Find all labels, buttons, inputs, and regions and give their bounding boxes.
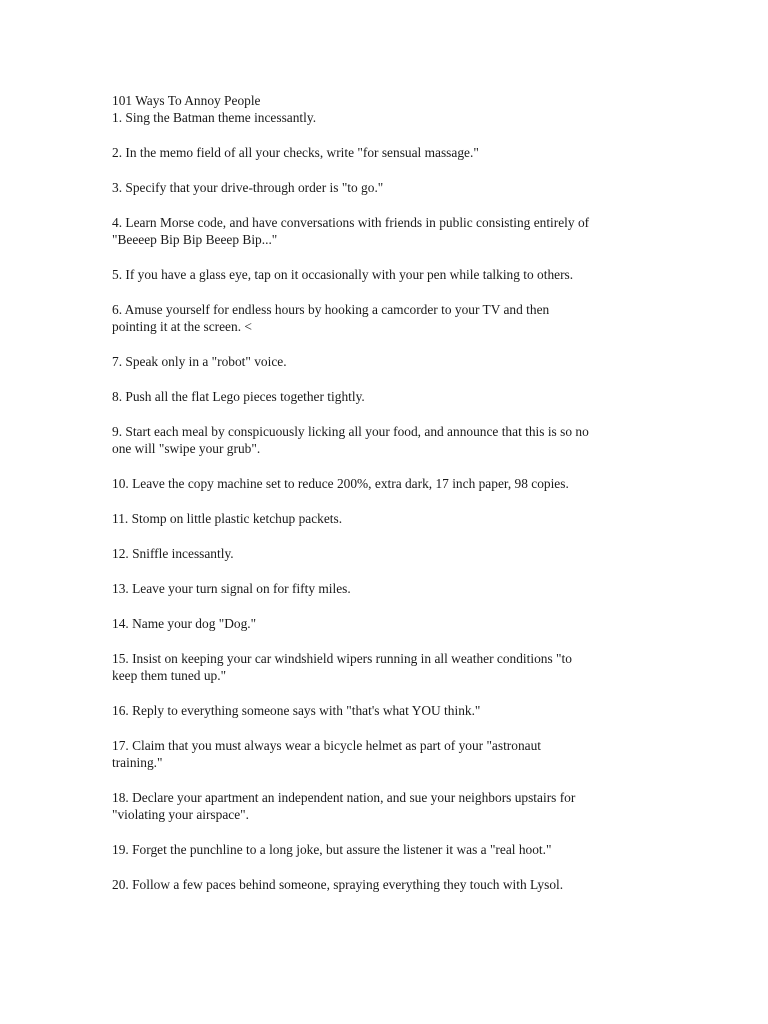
- list-item: [112, 475, 672, 492]
- document-title: 101 Ways To Annoy People: [112, 93, 261, 108]
- list-item-text: "violating your airspace".: [112, 807, 249, 822]
- list-item: [112, 423, 672, 457]
- list-item-text: 7. Speak only in a "robot" voice.: [112, 354, 287, 369]
- item-list: [112, 109, 672, 893]
- list-item: [112, 301, 672, 335]
- list-item-text: 18. Declare your apartment an independent nation, and sue your neighbors upstairs for: [112, 790, 576, 805]
- list-item-text: 12. Sniffle incessantly.: [112, 546, 234, 561]
- list-item: [112, 266, 672, 283]
- list-item-text: 15. Insist on keeping your car windshield wipers running in all weather conditions "to: [112, 651, 572, 666]
- list-item-text: 14. Name your dog "Dog.": [112, 616, 257, 631]
- list-item-text: 2. In the memo field of all your checks, write "for sensual massage.": [112, 145, 479, 160]
- list-item-text: 5. If you have a glass eye, tap on it occasionally with your pen while talking to others.: [112, 267, 574, 282]
- list-item-text: 20. Follow a few paces behind someone, spraying everything they touch with Lysol.: [112, 877, 564, 892]
- list-item: [112, 214, 672, 248]
- list-item: [112, 388, 672, 405]
- list-item: [112, 615, 672, 632]
- list-item-text: 19. Forget the punchline to a long joke, but assure the listener it was a "real hoot.": [112, 842, 552, 857]
- list-item-text: training.": [112, 755, 163, 770]
- list-item: [112, 353, 672, 370]
- list-item-text: 4. Learn Morse code, and have conversations with friends in public consisting entirely of: [112, 215, 590, 230]
- list-item: [112, 545, 672, 562]
- list-item-text: 17. Claim that you must always wear a bicycle helmet as part of your "astronaut: [112, 738, 542, 753]
- list-item: [112, 841, 672, 858]
- list-item: [112, 737, 672, 771]
- list-item: [112, 179, 672, 196]
- list-item: [112, 580, 672, 597]
- list-item-text: pointing it at the screen. <: [112, 319, 252, 334]
- list-item: [112, 109, 672, 126]
- list-item-text: 9. Start each meal by conspicuously licking all your food, and announce that this is so no: [112, 424, 589, 439]
- list-item: [112, 876, 672, 893]
- list-item-text: keep them tuned up.": [112, 668, 227, 683]
- list-item-text: 8. Push all the flat Lego pieces together tightly.: [112, 389, 365, 404]
- list-item-text: 11. Stomp on little plastic ketchup packets.: [112, 511, 343, 526]
- list-item-text: 13. Leave your turn signal on for fifty miles.: [112, 581, 351, 596]
- list-item: [112, 650, 672, 684]
- list-item: [112, 144, 672, 161]
- list-item-text: 3. Specify that your drive-through order is "to go.": [112, 180, 384, 195]
- list-item-text: "Beeeep Bip Bip Beeep Bip...": [112, 232, 278, 247]
- list-item-text: 1. Sing the Batman theme incessantly.: [112, 110, 317, 125]
- list-item: [112, 789, 672, 823]
- list-item: [112, 510, 672, 527]
- list-item-text: one will "swipe your grub".: [112, 441, 261, 456]
- list-item-text: 10. Leave the copy machine set to reduce 200%, extra dark, 17 inch paper, 98 copies.: [112, 476, 569, 491]
- list-item-text: 16. Reply to everything someone says with "that's what YOU think.": [112, 703, 481, 718]
- list-item: [112, 702, 672, 719]
- list-item-text: 6. Amuse yourself for endless hours by hooking a camcorder to your TV and then: [112, 302, 550, 317]
- document-page: [112, 92, 672, 911]
